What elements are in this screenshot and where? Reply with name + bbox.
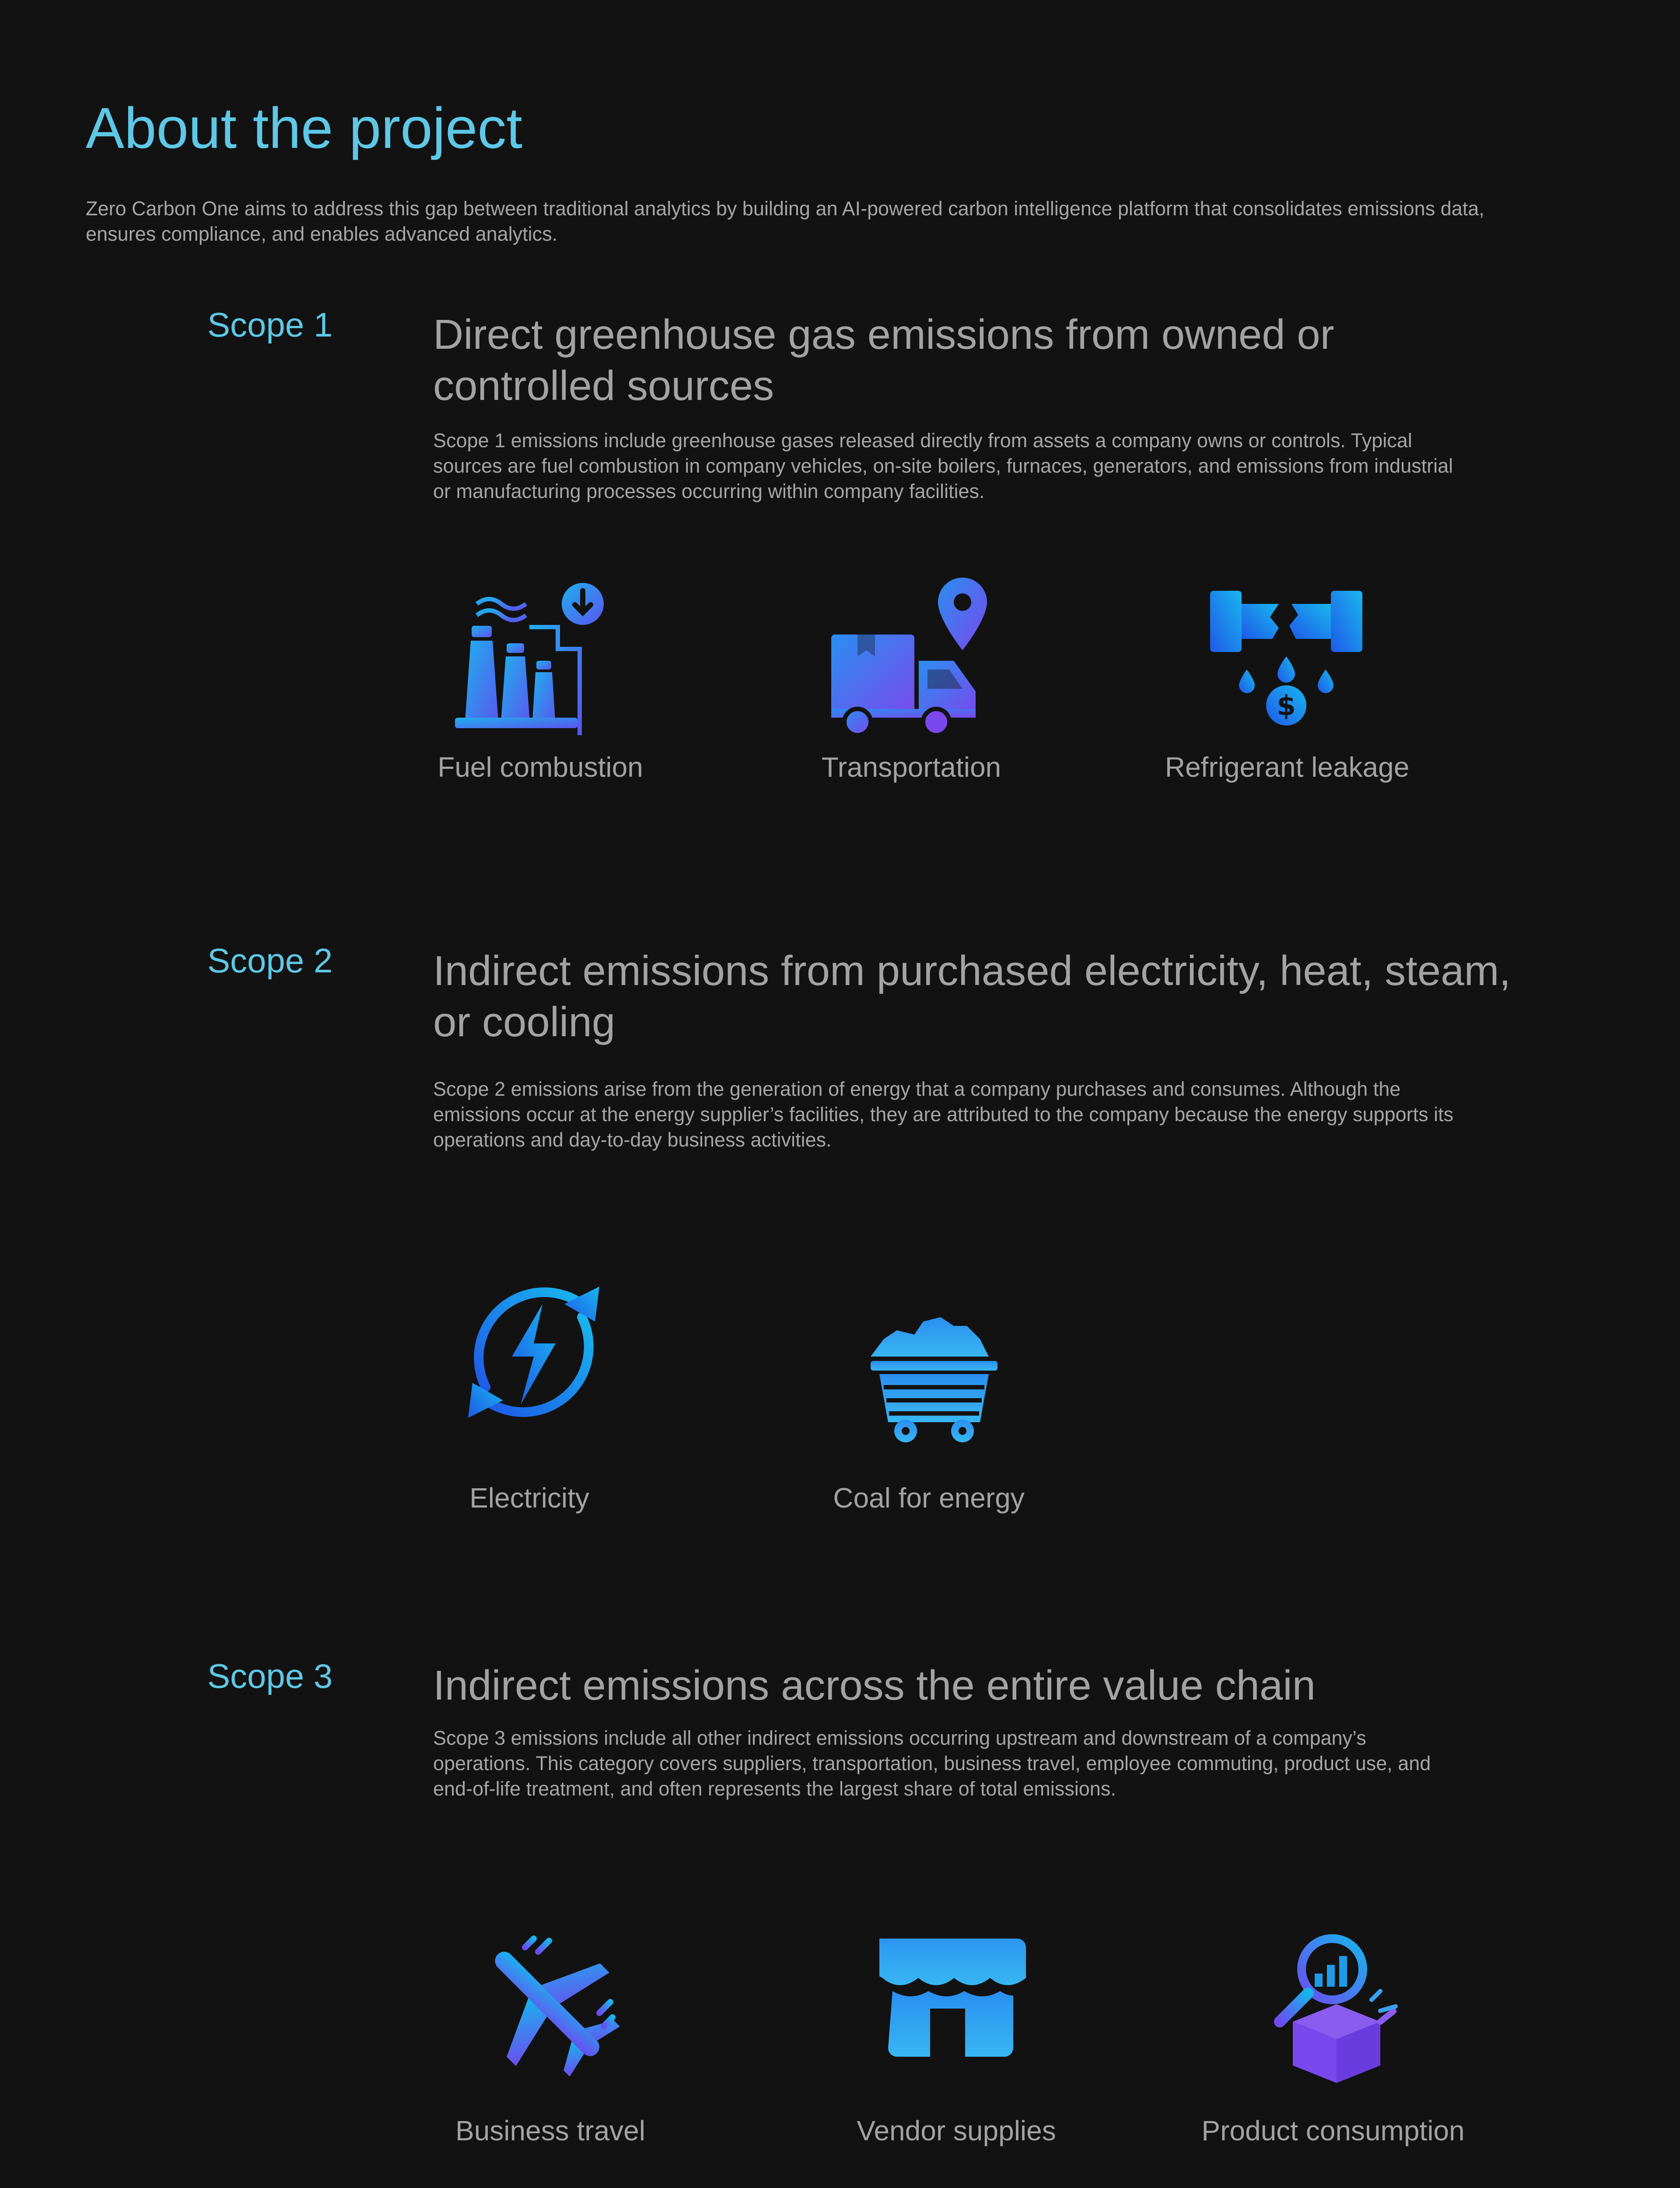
item-label: Fuel combustion [438,751,643,783]
item-label: Electricity [469,1482,589,1514]
electricity-cycle-icon [455,1273,612,1431]
scope-2-heading: Indirect emissions from purchased electricity, heat, steam, or cooling [433,947,1511,1045]
scope-2-label: Scope 2 [207,941,333,980]
airplane-icon [472,1930,621,2079]
delivery-truck-icon [827,578,989,735]
product-analysis-icon [1271,1934,1402,2083]
item-label: Product consumption [1201,2115,1465,2146]
coal-cart-icon [871,1308,998,1444]
svg-text:$: $ [1277,690,1296,722]
item-label: Refrigerant leakage [1165,751,1410,783]
item-label: Vendor supplies [857,2115,1056,2146]
item-label: Transportation [821,751,1001,783]
scope-1-label: Scope 1 [207,305,333,344]
scope-1-description: Scope 1 emissions include greenhouse gases released directly from assets a company owns or controls. Typical sources are fuel combustion in company vehicles, on-site boilers, furnaces, generators, and emissions from industrial or manufacturing processes occurring within company facilities. [433,429,1453,502]
scope-3-heading: Indirect emissions across the entire value chain [433,1662,1316,1709]
factory-emissions-icon [451,578,608,735]
storefront-icon [879,1939,1026,2057]
item-label: Business travel [455,2115,645,2146]
intro-paragraph: Zero Carbon One aims to address this gap between traditional analytics by building an AI-powered carbon intelligence platform that consolidates emissions data, ensures compliance, and enables advanced analytics. [86,197,1484,245]
scope-1-heading: Direct greenhouse gas emissions from owned or controlled sources [433,311,1334,409]
leaking-pipe-icon [1208,582,1365,731]
item-label: Coal for energy [833,1482,1025,1514]
page-title: About the project [86,96,522,160]
scope-3-description: Scope 3 emissions include all other indirect emissions occurring upstream and downstream of a company’s operations. This category covers suppliers, transportation, business travel, employee commuting, product use, and end-of-life treatment, and often represents the largest share of total emissions. [433,1727,1431,1800]
scope-2-description: Scope 2 emissions arise from the generation of energy that a company purchases and consumes. Although the emissions occur at the energy supplier’s facilities, they are attributed to the company because the energy supports its operations and day-to-day business activities. [433,1078,1454,1151]
scope-3-label: Scope 3 [207,1657,333,1695]
